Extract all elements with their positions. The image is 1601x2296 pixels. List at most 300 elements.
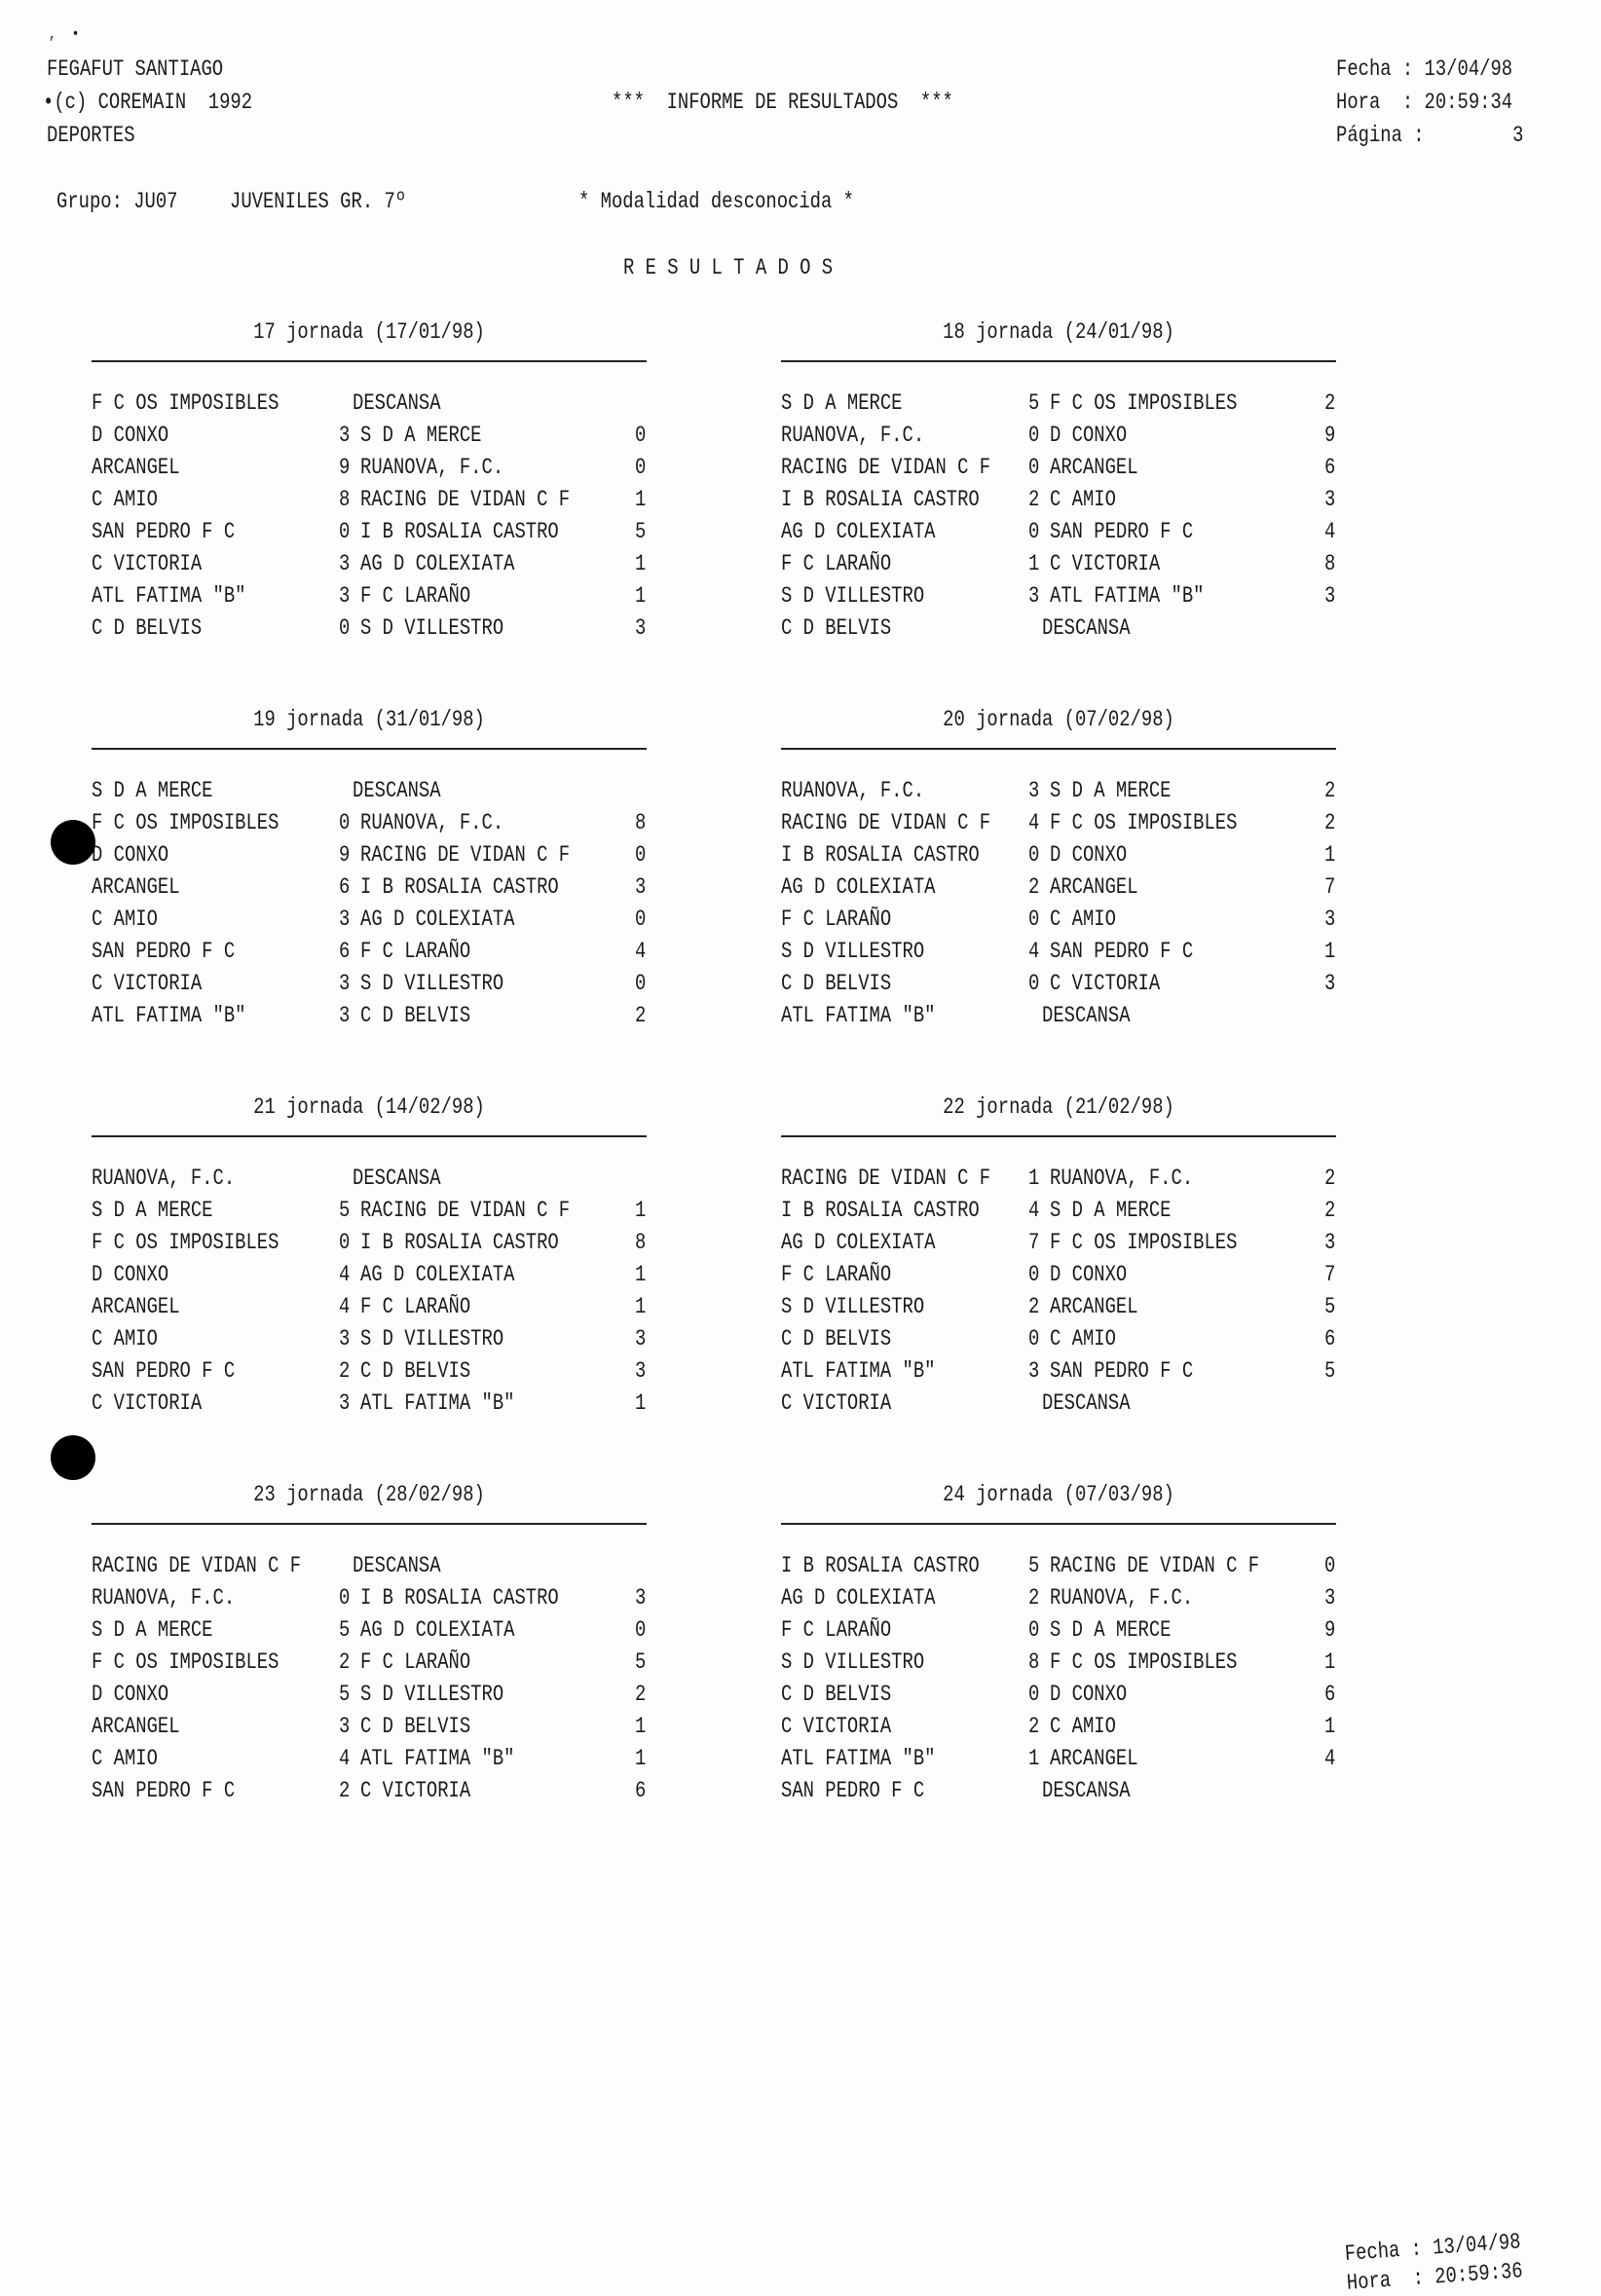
- away-team: I B ROSALIA CASTRO: [360, 1585, 559, 1611]
- away-team: RUANOVA, F.C.: [360, 810, 504, 835]
- away-team: C AMIO: [1050, 1326, 1116, 1352]
- away-score: 3: [635, 615, 647, 641]
- away-team: ATL FATIMA "B": [360, 1390, 515, 1416]
- away-team: ATL FATIMA "B": [1050, 583, 1205, 609]
- home-score: 8: [1028, 1649, 1040, 1675]
- home-team: ARCANGEL: [92, 455, 180, 480]
- home-score: 6: [339, 874, 351, 900]
- home-team: AG D COLEXIATA: [781, 874, 936, 900]
- divider-rule: [781, 360, 1336, 362]
- home-score: 2: [1028, 1294, 1040, 1319]
- home-team: F C LARAÑO: [781, 551, 892, 576]
- match-row: [92, 1000, 647, 1031]
- home-team: SAN PEDRO F C: [92, 1358, 236, 1384]
- away-score: 1: [635, 551, 647, 576]
- away-score: 3: [635, 1358, 647, 1384]
- home-team: C AMIO: [92, 1326, 158, 1352]
- away-score: 9: [1324, 1617, 1336, 1643]
- punch-hole: [51, 1435, 95, 1480]
- away-team: F C OS IMPOSIBLES: [1050, 390, 1238, 416]
- home-score: 4: [339, 1746, 351, 1771]
- home-team: C VICTORIA: [781, 1714, 892, 1739]
- home-team: C AMIO: [92, 907, 158, 932]
- home-team: C D BELVIS: [92, 615, 203, 641]
- match-row: [781, 1355, 1336, 1387]
- home-score: 3: [1028, 1358, 1040, 1384]
- away-team: I B ROSALIA CASTRO: [360, 519, 559, 544]
- home-score: 5: [339, 1198, 351, 1223]
- home-score: 1: [1028, 551, 1040, 576]
- match-row: [781, 1291, 1336, 1322]
- jornada-title-text: 17 jornada (17/01/98): [253, 319, 485, 345]
- match-row: [92, 807, 647, 838]
- away-score: 2: [1324, 778, 1336, 803]
- report-title: *** INFORME DE RESULTADOS ***: [612, 90, 953, 115]
- match-row: [781, 904, 1336, 935]
- match-row: [781, 936, 1336, 967]
- away-team: C D BELVIS: [360, 1358, 471, 1384]
- divider-rule: [92, 360, 647, 362]
- divider-rule: [781, 1135, 1336, 1137]
- home-team: D CONXO: [92, 1682, 169, 1707]
- home-team: ATL FATIMA "B": [781, 1003, 936, 1028]
- away-team: S D VILLESTRO: [360, 1326, 504, 1352]
- home-team: C VICTORIA: [92, 971, 203, 996]
- away-score: 2: [1324, 1166, 1336, 1191]
- home-team: S D A MERCE: [781, 390, 903, 416]
- home-score: 8: [339, 487, 351, 512]
- match-row: [92, 516, 647, 547]
- away-score: 6: [635, 1778, 647, 1803]
- home-score: 3: [339, 1390, 351, 1416]
- home-team: C VICTORIA: [92, 551, 203, 576]
- home-team: C D BELVIS: [781, 615, 892, 641]
- footer-date: Fecha : 13/04/98: [1344, 2229, 1522, 2267]
- match-row: [781, 1743, 1336, 1774]
- away-team: F C LARAÑO: [360, 583, 471, 609]
- match-row: [92, 548, 647, 579]
- group-name: JUVENILES GR. 7º: [230, 189, 407, 214]
- match-row: [781, 1711, 1336, 1742]
- away-team: RUANOVA, F.C.: [1050, 1585, 1194, 1611]
- jornada-title-text: 18 jornada (24/01/98): [943, 319, 1174, 345]
- home-team: RACING DE VIDAN C F: [781, 810, 991, 835]
- report-date: Fecha : 13/04/98: [1336, 56, 1513, 82]
- match-row: [781, 420, 1336, 451]
- match-row: [781, 388, 1336, 419]
- away-team: AG D COLEXIATA: [360, 907, 515, 932]
- match-row: [92, 1323, 647, 1354]
- away-team: RACING DE VIDAN C F: [1050, 1553, 1260, 1578]
- home-team: D CONXO: [92, 1262, 169, 1287]
- home-score: 5: [339, 1682, 351, 1707]
- away-score: 6: [1324, 1326, 1336, 1352]
- away-score: 1: [635, 1390, 647, 1416]
- match-row: [781, 1679, 1336, 1710]
- away-score: 8: [1324, 551, 1336, 576]
- away-score: 1: [1324, 842, 1336, 868]
- match-row: [781, 1550, 1336, 1581]
- away-team: C VICTORIA: [1050, 551, 1161, 576]
- away-team: S D A MERCE: [360, 423, 482, 448]
- match-row: [92, 1711, 647, 1742]
- home-team: F C OS IMPOSIBLES: [92, 1649, 279, 1675]
- home-team: I B ROSALIA CASTRO: [781, 487, 980, 512]
- away-score: 7: [1324, 1262, 1336, 1287]
- home-team: C VICTORIA: [92, 1390, 203, 1416]
- home-score: 1: [1028, 1166, 1040, 1191]
- home-team: S D A MERCE: [92, 778, 213, 803]
- away-score: 5: [1324, 1358, 1336, 1384]
- home-score: 0: [1028, 423, 1040, 448]
- home-team: D CONXO: [92, 423, 169, 448]
- away-team: C AMIO: [1050, 907, 1116, 932]
- rest-label: DESCANSA: [353, 1166, 441, 1191]
- copyright-line: •(c) COREMAIN 1992: [43, 90, 253, 115]
- divider-rule: [92, 748, 647, 750]
- home-team: C VICTORIA: [781, 1390, 892, 1416]
- org-name: FEGAFUT SANTIAGO: [47, 56, 224, 82]
- home-score: 2: [1028, 487, 1040, 512]
- home-team: F C OS IMPOSIBLES: [92, 390, 279, 416]
- match-row: [781, 1614, 1336, 1646]
- away-score: 4: [1324, 1746, 1336, 1771]
- home-score: 5: [339, 1617, 351, 1643]
- home-score: 1: [1028, 1746, 1040, 1771]
- match-row: [92, 839, 647, 870]
- away-team: I B ROSALIA CASTRO: [360, 1230, 559, 1255]
- match-row: [781, 1195, 1336, 1226]
- jornada-title: [92, 703, 647, 736]
- home-team: S D VILLESTRO: [781, 1649, 925, 1675]
- away-team: AG D COLEXIATA: [360, 1617, 515, 1643]
- away-score: 2: [1324, 810, 1336, 835]
- match-row: [92, 1163, 647, 1194]
- home-score: 3: [339, 1003, 351, 1028]
- away-team: SAN PEDRO F C: [1050, 939, 1194, 964]
- home-score: 4: [339, 1294, 351, 1319]
- home-score: 0: [1028, 842, 1040, 868]
- away-score: 0: [635, 423, 647, 448]
- home-team: RUANOVA, F.C.: [781, 423, 925, 448]
- home-team: F C LARAÑO: [781, 1262, 892, 1287]
- page-number: Página : 3: [1336, 123, 1524, 148]
- away-team: F C OS IMPOSIBLES: [1050, 1649, 1238, 1675]
- match-row: [92, 1679, 647, 1710]
- jornada-title: [92, 1091, 647, 1124]
- rest-label: DESCANSA: [1042, 1778, 1131, 1803]
- home-team: SAN PEDRO F C: [92, 519, 236, 544]
- home-score: 3: [339, 551, 351, 576]
- home-score: 3: [339, 423, 351, 448]
- department: DEPORTES: [47, 123, 135, 148]
- jornada-title: [92, 315, 647, 349]
- away-team: RUANOVA, F.C.: [1050, 1166, 1194, 1191]
- rest-label: DESCANSA: [1042, 615, 1131, 641]
- section-title: R E S U L T A D O S: [623, 255, 834, 280]
- away-score: 8: [635, 1230, 647, 1255]
- match-row: [92, 1550, 647, 1581]
- match-row: [781, 968, 1336, 999]
- punch-hole: [51, 820, 95, 865]
- away-score: 5: [635, 1649, 647, 1675]
- match-row: [781, 807, 1336, 838]
- jornada-title: [781, 1478, 1336, 1511]
- home-score: 9: [339, 842, 351, 868]
- home-score: 5: [1028, 390, 1040, 416]
- jornada-title-text: 22 jornada (21/02/98): [943, 1094, 1174, 1120]
- home-team: S D VILLESTRO: [781, 939, 925, 964]
- away-score: 3: [1324, 1585, 1336, 1611]
- away-score: 6: [1324, 1682, 1336, 1707]
- away-score: 1: [635, 1714, 647, 1739]
- match-row: [92, 1388, 647, 1419]
- home-score: 0: [339, 1230, 351, 1255]
- away-score: 0: [635, 971, 647, 996]
- jornada-title-text: 21 jornada (14/02/98): [253, 1094, 485, 1120]
- home-team: I B ROSALIA CASTRO: [781, 1553, 980, 1578]
- match-row: [92, 1291, 647, 1322]
- away-score: 0: [635, 1617, 647, 1643]
- home-score: 4: [339, 1262, 351, 1287]
- jornada-title: [781, 315, 1336, 349]
- away-score: 1: [635, 487, 647, 512]
- away-team: ARCANGEL: [1050, 455, 1138, 480]
- match-row: [92, 1195, 647, 1226]
- away-score: 1: [635, 583, 647, 609]
- home-team: S D VILLESTRO: [781, 583, 925, 609]
- home-team: F C LARAÑO: [781, 907, 892, 932]
- home-score: 0: [1028, 971, 1040, 996]
- home-score: 5: [1028, 1553, 1040, 1578]
- home-team: RUANOVA, F.C.: [92, 1585, 236, 1611]
- match-row: [92, 1647, 647, 1678]
- home-team: AG D COLEXIATA: [781, 1585, 936, 1611]
- match-row: [92, 1227, 647, 1258]
- match-row: [92, 968, 647, 999]
- rest-label: DESCANSA: [1042, 1003, 1131, 1028]
- match-row: [92, 936, 647, 967]
- match-row: [92, 1743, 647, 1774]
- home-score: 0: [339, 810, 351, 835]
- match-row: [781, 775, 1336, 806]
- divider-rule: [92, 1135, 647, 1137]
- away-score: 1: [635, 1746, 647, 1771]
- home-score: 3: [339, 1326, 351, 1352]
- match-row: [92, 1355, 647, 1387]
- away-score: 3: [1324, 1230, 1336, 1255]
- away-score: 2: [1324, 390, 1336, 416]
- away-team: F C LARAÑO: [360, 1294, 471, 1319]
- group-code: Grupo: JU07: [56, 189, 178, 214]
- away-score: 2: [635, 1682, 647, 1707]
- match-row: [781, 1323, 1336, 1354]
- divider-rule: [781, 748, 1336, 750]
- home-team: I B ROSALIA CASTRO: [781, 1198, 980, 1223]
- home-team: I B ROSALIA CASTRO: [781, 842, 980, 868]
- away-team: SAN PEDRO F C: [1050, 519, 1194, 544]
- match-row: [781, 452, 1336, 483]
- home-score: 2: [339, 1778, 351, 1803]
- match-row: [92, 1775, 647, 1806]
- away-team: F C LARAÑO: [360, 939, 471, 964]
- rest-label: DESCANSA: [1042, 1390, 1131, 1416]
- home-score: 2: [1028, 1714, 1040, 1739]
- match-row: [92, 388, 647, 419]
- match-row: [781, 1582, 1336, 1613]
- away-score: 0: [1324, 1553, 1336, 1578]
- match-row: [781, 1647, 1336, 1678]
- home-team: ARCANGEL: [92, 1714, 180, 1739]
- jornada-title: [781, 703, 1336, 736]
- footer-time: Hora : 20:59:36: [1346, 2258, 1524, 2296]
- home-score: 2: [339, 1358, 351, 1384]
- away-team: RACING DE VIDAN C F: [360, 1198, 571, 1223]
- away-score: 1: [1324, 1714, 1336, 1739]
- home-team: S D VILLESTRO: [781, 1294, 925, 1319]
- home-team: ATL FATIMA "B": [92, 583, 246, 609]
- home-score: 0: [1028, 1682, 1040, 1707]
- away-score: 3: [1324, 907, 1336, 932]
- away-team: S D VILLESTRO: [360, 971, 504, 996]
- home-team: RACING DE VIDAN C F: [781, 455, 991, 480]
- home-score: 3: [339, 583, 351, 609]
- home-team: ATL FATIMA "B": [781, 1746, 936, 1771]
- away-team: AG D COLEXIATA: [360, 551, 515, 576]
- match-row: [92, 775, 647, 806]
- match-row: [92, 1614, 647, 1646]
- away-score: 7: [1324, 874, 1336, 900]
- away-score: 0: [635, 842, 647, 868]
- match-row: [781, 871, 1336, 903]
- away-score: 6: [1324, 455, 1336, 480]
- home-team: AG D COLEXIATA: [781, 519, 936, 544]
- home-score: 2: [1028, 1585, 1040, 1611]
- match-row: [781, 1775, 1336, 1806]
- away-team: RACING DE VIDAN C F: [360, 487, 571, 512]
- away-score: 5: [635, 519, 647, 544]
- home-team: F C OS IMPOSIBLES: [92, 1230, 279, 1255]
- away-score: 0: [635, 455, 647, 480]
- away-team: S D VILLESTRO: [360, 615, 504, 641]
- away-team: C D BELVIS: [360, 1714, 471, 1739]
- away-score: 3: [635, 874, 647, 900]
- match-row: [781, 1227, 1336, 1258]
- home-team: S D A MERCE: [92, 1617, 213, 1643]
- home-score: 0: [1028, 1326, 1040, 1352]
- home-team: S D A MERCE: [92, 1198, 213, 1223]
- jornada-title: [781, 1091, 1336, 1124]
- away-score: 3: [1324, 583, 1336, 609]
- home-team: SAN PEDRO F C: [92, 1778, 236, 1803]
- away-team: C D BELVIS: [360, 1003, 471, 1028]
- away-score: 1: [635, 1294, 647, 1319]
- jornada-title: [92, 1478, 647, 1511]
- home-team: C D BELVIS: [781, 971, 892, 996]
- match-row: [781, 484, 1336, 515]
- match-row: [781, 580, 1336, 611]
- away-score: 0: [635, 907, 647, 932]
- match-row: [781, 1000, 1336, 1031]
- away-team: F C LARAÑO: [360, 1649, 471, 1675]
- away-team: ATL FATIMA "B": [360, 1746, 515, 1771]
- home-score: 0: [1028, 1617, 1040, 1643]
- match-row: [92, 904, 647, 935]
- home-team: D CONXO: [92, 842, 169, 868]
- home-team: RACING DE VIDAN C F: [92, 1553, 302, 1578]
- home-score: 7: [1028, 1230, 1040, 1255]
- away-team: ARCANGEL: [1050, 874, 1138, 900]
- away-team: SAN PEDRO F C: [1050, 1358, 1194, 1384]
- away-team: D CONXO: [1050, 1262, 1128, 1287]
- away-team: S D A MERCE: [1050, 1198, 1172, 1223]
- home-score: 3: [339, 971, 351, 996]
- away-team: D CONXO: [1050, 842, 1128, 868]
- home-score: 0: [339, 615, 351, 641]
- away-team: D CONXO: [1050, 1682, 1128, 1707]
- match-row: [92, 612, 647, 644]
- home-team: C AMIO: [92, 487, 158, 512]
- jornada-title-text: 24 jornada (07/03/98): [943, 1482, 1174, 1507]
- away-team: ARCANGEL: [1050, 1746, 1138, 1771]
- home-score: 4: [1028, 1198, 1040, 1223]
- jornada-title-text: 19 jornada (31/01/98): [253, 707, 485, 732]
- match-row: [781, 612, 1336, 644]
- away-score: 1: [635, 1262, 647, 1287]
- rest-label: DESCANSA: [353, 778, 441, 803]
- home-team: RUANOVA, F.C.: [781, 778, 925, 803]
- home-team: F C OS IMPOSIBLES: [92, 810, 279, 835]
- away-score: 3: [635, 1326, 647, 1352]
- match-row: [92, 420, 647, 451]
- away-team: C VICTORIA: [1050, 971, 1161, 996]
- divider-rule: [92, 1523, 647, 1525]
- away-score: 1: [1324, 939, 1336, 964]
- home-score: 3: [339, 907, 351, 932]
- away-team: C AMIO: [1050, 1714, 1116, 1739]
- home-team: ARCANGEL: [92, 874, 180, 900]
- away-team: I B ROSALIA CASTRO: [360, 874, 559, 900]
- away-score: 1: [1324, 1649, 1336, 1675]
- home-score: 2: [339, 1649, 351, 1675]
- home-team: RACING DE VIDAN C F: [781, 1166, 991, 1191]
- home-score: 0: [1028, 907, 1040, 932]
- away-score: 5: [1324, 1294, 1336, 1319]
- match-row: [781, 548, 1336, 579]
- home-team: ATL FATIMA "B": [92, 1003, 246, 1028]
- away-team: F C OS IMPOSIBLES: [1050, 810, 1238, 835]
- away-team: ARCANGEL: [1050, 1294, 1138, 1319]
- home-team: C AMIO: [92, 1746, 158, 1771]
- rest-label: DESCANSA: [353, 1553, 441, 1578]
- away-score: 4: [1324, 519, 1336, 544]
- report-time: Hora : 20:59:34: [1336, 90, 1513, 115]
- away-team: RACING DE VIDAN C F: [360, 842, 571, 868]
- home-score: 0: [1028, 1262, 1040, 1287]
- away-team: D CONXO: [1050, 423, 1128, 448]
- match-row: [92, 484, 647, 515]
- home-team: C D BELVIS: [781, 1682, 892, 1707]
- home-team: AG D COLEXIATA: [781, 1230, 936, 1255]
- match-row: [92, 580, 647, 611]
- home-score: 0: [1028, 519, 1040, 544]
- home-score: 6: [339, 939, 351, 964]
- away-team: F C OS IMPOSIBLES: [1050, 1230, 1238, 1255]
- away-team: RUANOVA, F.C.: [360, 455, 504, 480]
- divider-rule: [781, 1523, 1336, 1525]
- home-score: 0: [339, 519, 351, 544]
- match-row: [92, 452, 647, 483]
